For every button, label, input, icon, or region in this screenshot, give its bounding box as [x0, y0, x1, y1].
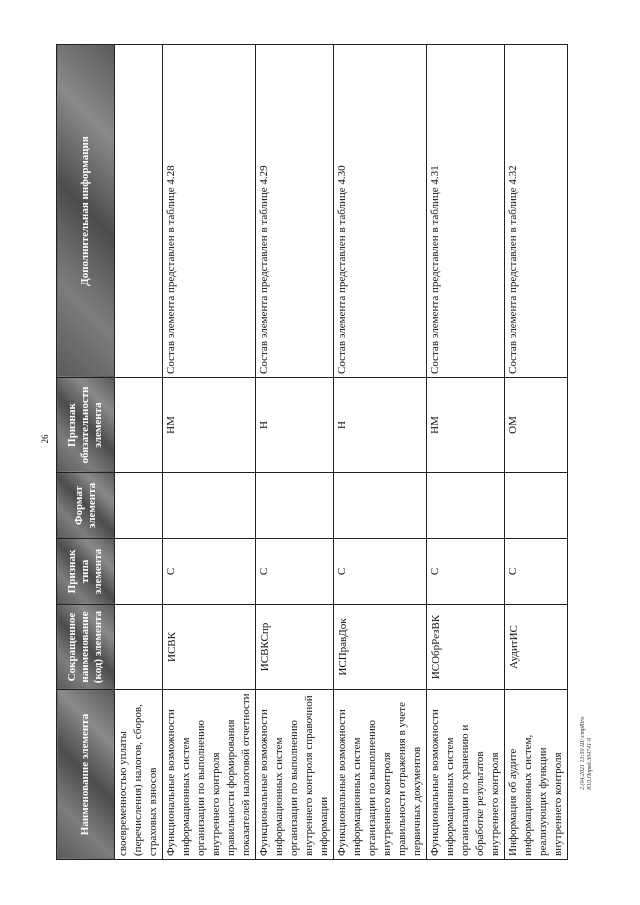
table-row: [115, 45, 163, 860]
footer-stamp: 2.(04.2021 13:50 Ш:\cmpRiro ЮЛ.Поряд.304741-9: [580, 716, 593, 790]
cell-required: НМ: [427, 378, 505, 473]
cell-format: [163, 473, 256, 539]
cell-format: [427, 473, 505, 539]
elements-table: [56, 44, 568, 860]
cell-info: Состав элемента представлен в таблице 4.30: [334, 45, 427, 378]
cell-format: [334, 473, 427, 539]
cell-format: [505, 473, 568, 539]
elements-table-container: [56, 45, 564, 860]
cell-code: ИСВКСпр: [256, 605, 334, 690]
header-element-code: Сокращенное наименование (код) элемента: [57, 605, 115, 690]
cell-name: своевременностью уплаты (перечисления) налогов, сборов, страховых взносов: [115, 690, 163, 860]
cell-required: [115, 378, 163, 473]
cell-required: Н: [256, 378, 334, 473]
table-row: [334, 45, 427, 860]
cell-code: ИСВК: [163, 605, 256, 690]
header-element-required: Признак обязательности элемента: [57, 378, 115, 473]
cell-info: Состав элемента представлен в таблице 4.32: [505, 45, 568, 378]
cell-info: Состав элемента представлен в таблице 4.31: [427, 45, 505, 378]
cell-type: С: [256, 539, 334, 605]
table-row: [505, 45, 568, 860]
cell-required: Н: [334, 378, 427, 473]
cell-info: Состав элемента представлен в таблице 4.28: [163, 45, 256, 378]
header-element-name: Наименование элемента: [57, 690, 115, 860]
cell-code: [115, 605, 163, 690]
header-additional-info: Дополнительная информация: [57, 45, 115, 378]
cell-name: Функциональные возможности информационных систем организации по хранению и обработке результатов внутреннего контроля: [427, 690, 505, 860]
cell-info: [115, 45, 163, 378]
cell-required: ОМ: [505, 378, 568, 473]
cell-code: ИСПравДок: [334, 605, 427, 690]
cell-name: Функциональные возможности информационных систем организации по выполнению внутреннего контроля правильности формирования показателей налоговой отчетности: [163, 690, 256, 860]
cell-name: Функциональные возможности информационных систем организации по выполнению внутреннего контроля справочной информации: [256, 690, 334, 860]
cell-type: С: [334, 539, 427, 605]
table-row: [256, 45, 334, 860]
cell-type: С: [163, 539, 256, 605]
cell-info: Состав элемента представлен в таблице 4.29: [256, 45, 334, 378]
cell-code: АудитИС: [505, 605, 568, 690]
cell-type: С: [505, 539, 568, 605]
cell-code: ИСОбрРезВК: [427, 605, 505, 690]
cell-type: С: [427, 539, 505, 605]
header-element-type: Признак типа элемента: [57, 539, 115, 605]
cell-required: НМ: [163, 378, 256, 473]
table-row: [163, 45, 256, 860]
table-row: [427, 45, 505, 860]
header-element-format: Формат элемента: [57, 473, 115, 539]
cell-type: [115, 539, 163, 605]
page-number: 26: [40, 434, 50, 444]
cell-name: Информация об аудите информационных систем, реализующих функции внутреннего контроля: [505, 690, 568, 860]
cell-format: [256, 473, 334, 539]
cell-name: Функциональные возможности информационных систем организации по выполнению внутреннего контроля правильности отражения в учете первичных документов: [334, 690, 427, 860]
table-header-row: [57, 45, 115, 860]
cell-format: [115, 473, 163, 539]
